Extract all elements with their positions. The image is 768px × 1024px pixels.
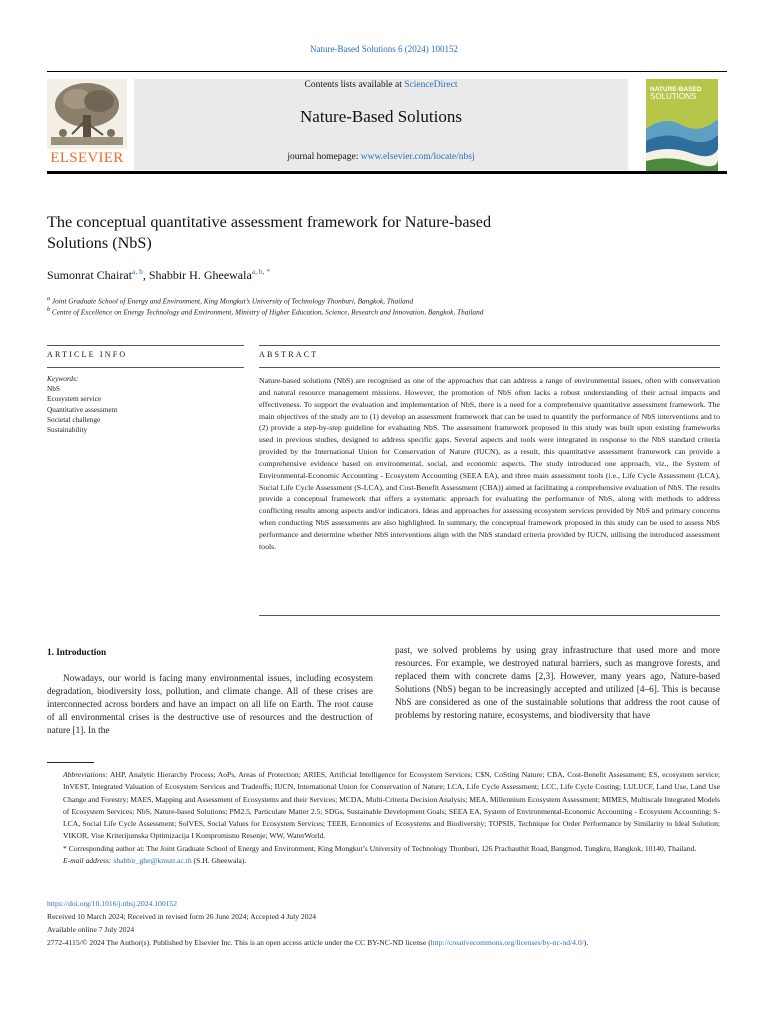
- title-line2: Solutions (NbS): [47, 234, 152, 252]
- author-list: [47, 267, 270, 283]
- contents-line: [134, 80, 628, 90]
- email-suffix: (S.H. Gheewala).: [191, 856, 247, 866]
- affiliation-marker[interactable]: a, b: [131, 267, 143, 276]
- footnotes: [47, 769, 720, 867]
- elsevier-tree-icon: [47, 79, 127, 149]
- abbreviations-footnote: [47, 769, 720, 843]
- email-link[interactable]: shabbir_ghe@kmutt.ac.th: [113, 856, 192, 866]
- article-info-rule-lower: [47, 367, 244, 368]
- article-title: [47, 212, 607, 254]
- footnote-rule: [47, 762, 94, 763]
- email-footnote: [47, 855, 720, 867]
- contents-prefix: Contents lists available at: [304, 80, 405, 90]
- author-separator: ,: [142, 268, 149, 282]
- email-label: E-mail address:: [63, 856, 112, 866]
- corresponding-mark: *: [63, 843, 67, 853]
- affiliation-a: [47, 296, 413, 305]
- affiliation-b: [47, 307, 483, 316]
- section-heading-introduction: 1. Introduction: [47, 647, 107, 657]
- keyword-item: Quantitative assessment: [47, 404, 118, 414]
- elsevier-wordmark: ELSEVIER: [50, 150, 124, 166]
- keyword-item: Ecosystem service: [47, 394, 102, 404]
- affiliation-marker[interactable]: a, b, *: [251, 267, 271, 276]
- article-info-heading: ARTICLE INFO: [47, 350, 128, 359]
- masthead-rule-top: [47, 71, 727, 72]
- body-text-left-column: Nowadays, our world is facing many environmental issues, including ecosystem degradation, biodiversity loss, pollution, and climate change. All of these crises are interconnected across borders and have an impact on all life on Earth. The root cause of all environmental crises is the destructive use of resources and the destruction of nature [1]. In the: [47, 674, 373, 736]
- homepage-line: [134, 152, 628, 162]
- title-line1: The conceptual quantitative assessment framework for Nature-based: [47, 213, 492, 231]
- abstract-end-rule: [259, 615, 720, 616]
- affiliation-mark: a: [47, 296, 51, 302]
- license-statement: [47, 937, 720, 949]
- running-head[interactable]: Nature-Based Solutions 6 (2024) 100152: [310, 44, 458, 54]
- homepage-prefix: journal homepage:: [287, 152, 361, 162]
- corresponding-text: Corresponding author at: The Joint Graduate School of Energy and Environment, King Mongkut’s University of Technology Thonburi, 126 Prachauthit Road, Bangmod, Tungkru, Bangkok, 10140, Thailand.: [66, 843, 697, 853]
- license-link[interactable]: http://creativecommons.org/licenses/by-nc-nd/4.0/: [430, 938, 584, 947]
- abbreviations-text: AHP, Analytic Hierarchy Process; AoPs, Areas of Protection; ARIES, Artificial Intelligence for Ecosystem Services; C$N, CoSting Nature; CBA, Cost-Benefit Assessment; ES, ecosystem service; InVEST, Integrated Valuation of Ecosystem Services and Tradeoffs; IUCN, International Union for Conservation of Nature; LCA, Life Cycle Assessment; LCC, Life Cycle Costing; LULUCF, Land Use, Land Use Change and Forestry; MAES, Mapping and Assessment of Ecosystems and their Services; MCDA, Multi-Criteria Decision Analysis; MEA, Millennium Ecosystem Assessment; MIMES, Multiscale Integrated Models of Ecosystem Services; NbS, Nature-based Solutions; PM2.5, Particulate Matter 2.5; SDGs, Sustainable Development Goals; SEEA EA, System of Environmental-Economic Accounting - Ecosystem Accounting; S-LCA, Social Life Cycle Assessment; SolVES, Social Values for Ecosystem Services; TEEB, Economics of Ecosystems and Biodiversity; TOPSIS, Technique for Order Performance by Similarity to Ideal Solution; VIKOR, Vise Kriterijumska Optimizacija I Kompromisno Resenje; WW, WaterWorld.: [63, 770, 720, 841]
- doi-link[interactable]: https://doi.org/10.1016/j.nbsj.2024.100152: [47, 899, 178, 908]
- available-online-date: Available online 7 July 2024: [47, 925, 135, 934]
- abstract-rule-lower: [259, 367, 720, 368]
- author-name[interactable]: Shabbir H. Gheewala: [148, 268, 252, 282]
- journal-cover[interactable]: [646, 79, 718, 171]
- body-text-right-column: past, we solved problems by using gray infrastructure that used more and more resources. For example, we destroyed natural barriers, such as mangrove forests, and replaced them with concrete dams [2,3]. However, many years ago, Nature-based Solutions (NbS) began to be increasingly accepted and utilized [4–6]. This is because NbS are considered as one of the sustainable solutions that address the root cause of problems by restoring nature, ecosystems, and biodiversity that have: [395, 646, 720, 721]
- affiliation-text: Joint Graduate School of Energy and Environment, King Mongkut’s University of Technology Thonburi, Bangkok, Thailand: [51, 296, 414, 306]
- corresponding-author-footnote: [47, 843, 720, 855]
- license-prefix: 2772-4115/© 2024 The Author(s). Published by Elsevier Inc. This is an open access article under the CC BY-NC-ND license (: [47, 938, 431, 947]
- journal-title: Nature-Based Solutions: [300, 107, 462, 126]
- cover-title-line2: SOLUTIONS: [650, 92, 697, 101]
- abbreviations-label: Abbreviations:: [63, 770, 108, 779]
- keyword-item: Sustainability: [47, 425, 88, 435]
- keywords-block: [47, 374, 117, 435]
- sciencedirect-link[interactable]: ScienceDirect: [404, 80, 458, 90]
- abstract-rule: [259, 345, 720, 346]
- homepage-link[interactable]: www.elsevier.com/locate/nbsj: [360, 152, 475, 162]
- cover-title: [650, 86, 702, 101]
- received-dates: Received 10 March 2024; Received in revised form 26 June 2024; Accepted 4 July 2024: [47, 912, 317, 921]
- cover-title-line1: NATURE-BASED: [650, 86, 702, 93]
- article-info-rule: [47, 345, 244, 346]
- keyword-item: Societal challenge: [47, 414, 101, 424]
- keyword-item: NbS: [47, 384, 60, 394]
- abstract-text: Nature-based solutions (NbS) are recognised as one of the approaches that can address a range of environmental issues, often with conservation and natural resource management missions. However, the promotion of NbS often lacks a robust understanding of their actual impacts and effectiveness. To support the evaluation and implementation of NbS, there is a need for a comprehensive quantitative assessment framework. The main objectives of the study are to (1) develop an assessment framework that can be used to quantify the performance of NbS interventions and to (2) provide a step-by-step guideline for evaluating NbS. The assessment framework proposed in this study was built upon existing frameworks used in previous studies, designed to address specific gaps. Several aspects and tools were integrated in response to the NbS standard criteria provided by the International Union for Conservation of Nature (IUCN), as a result, this quantitative assessment framework can provide a comprehensive evidence based on environmental, social, and economic aspects. The study introduced one approach, viz., the System of Environmental-Economic Accounting - Ecosystem Accounting (SEEA EA), and three main assessment tools (i.e., Life Cycle Assessment (LCA), Social Life Cycle Assessment (S-LCA), and Cost-Benefit Assessment (CBA)) aimed at facilitating a comprehensive evaluation of NbS. The results provide a conceptual framework that offers a systematic approach for evaluating the performance of NbS, along with methods to address conflicting results among aspects and/or indicators. Ideas and approaches for assessing ecosystem services provided by NbS and primary concerns when conducting NbS assessments are also highlighted. In summary, the conceptual framework proposed in this study can be used to assess NbS performance and determine whether NbS interventions align with the NbS standard criteria provided by IUCN, utilising the introduced assessment tools.: [259, 376, 720, 551]
- affiliation-mark: b: [47, 307, 51, 313]
- abstract-heading: ABSTRACT: [259, 350, 319, 359]
- masthead-rule-bottom: [47, 171, 727, 174]
- license-suffix: ).: [583, 938, 589, 947]
- author-name[interactable]: Sumonrat Chairat: [47, 268, 132, 282]
- keywords-title: Keywords:: [47, 374, 79, 383]
- affiliation-text: Centre of Excellence on Energy Technology and Environment, Ministry of Higher Education, Science, Research and Innovation, Bangkok, Thailand: [51, 307, 484, 317]
